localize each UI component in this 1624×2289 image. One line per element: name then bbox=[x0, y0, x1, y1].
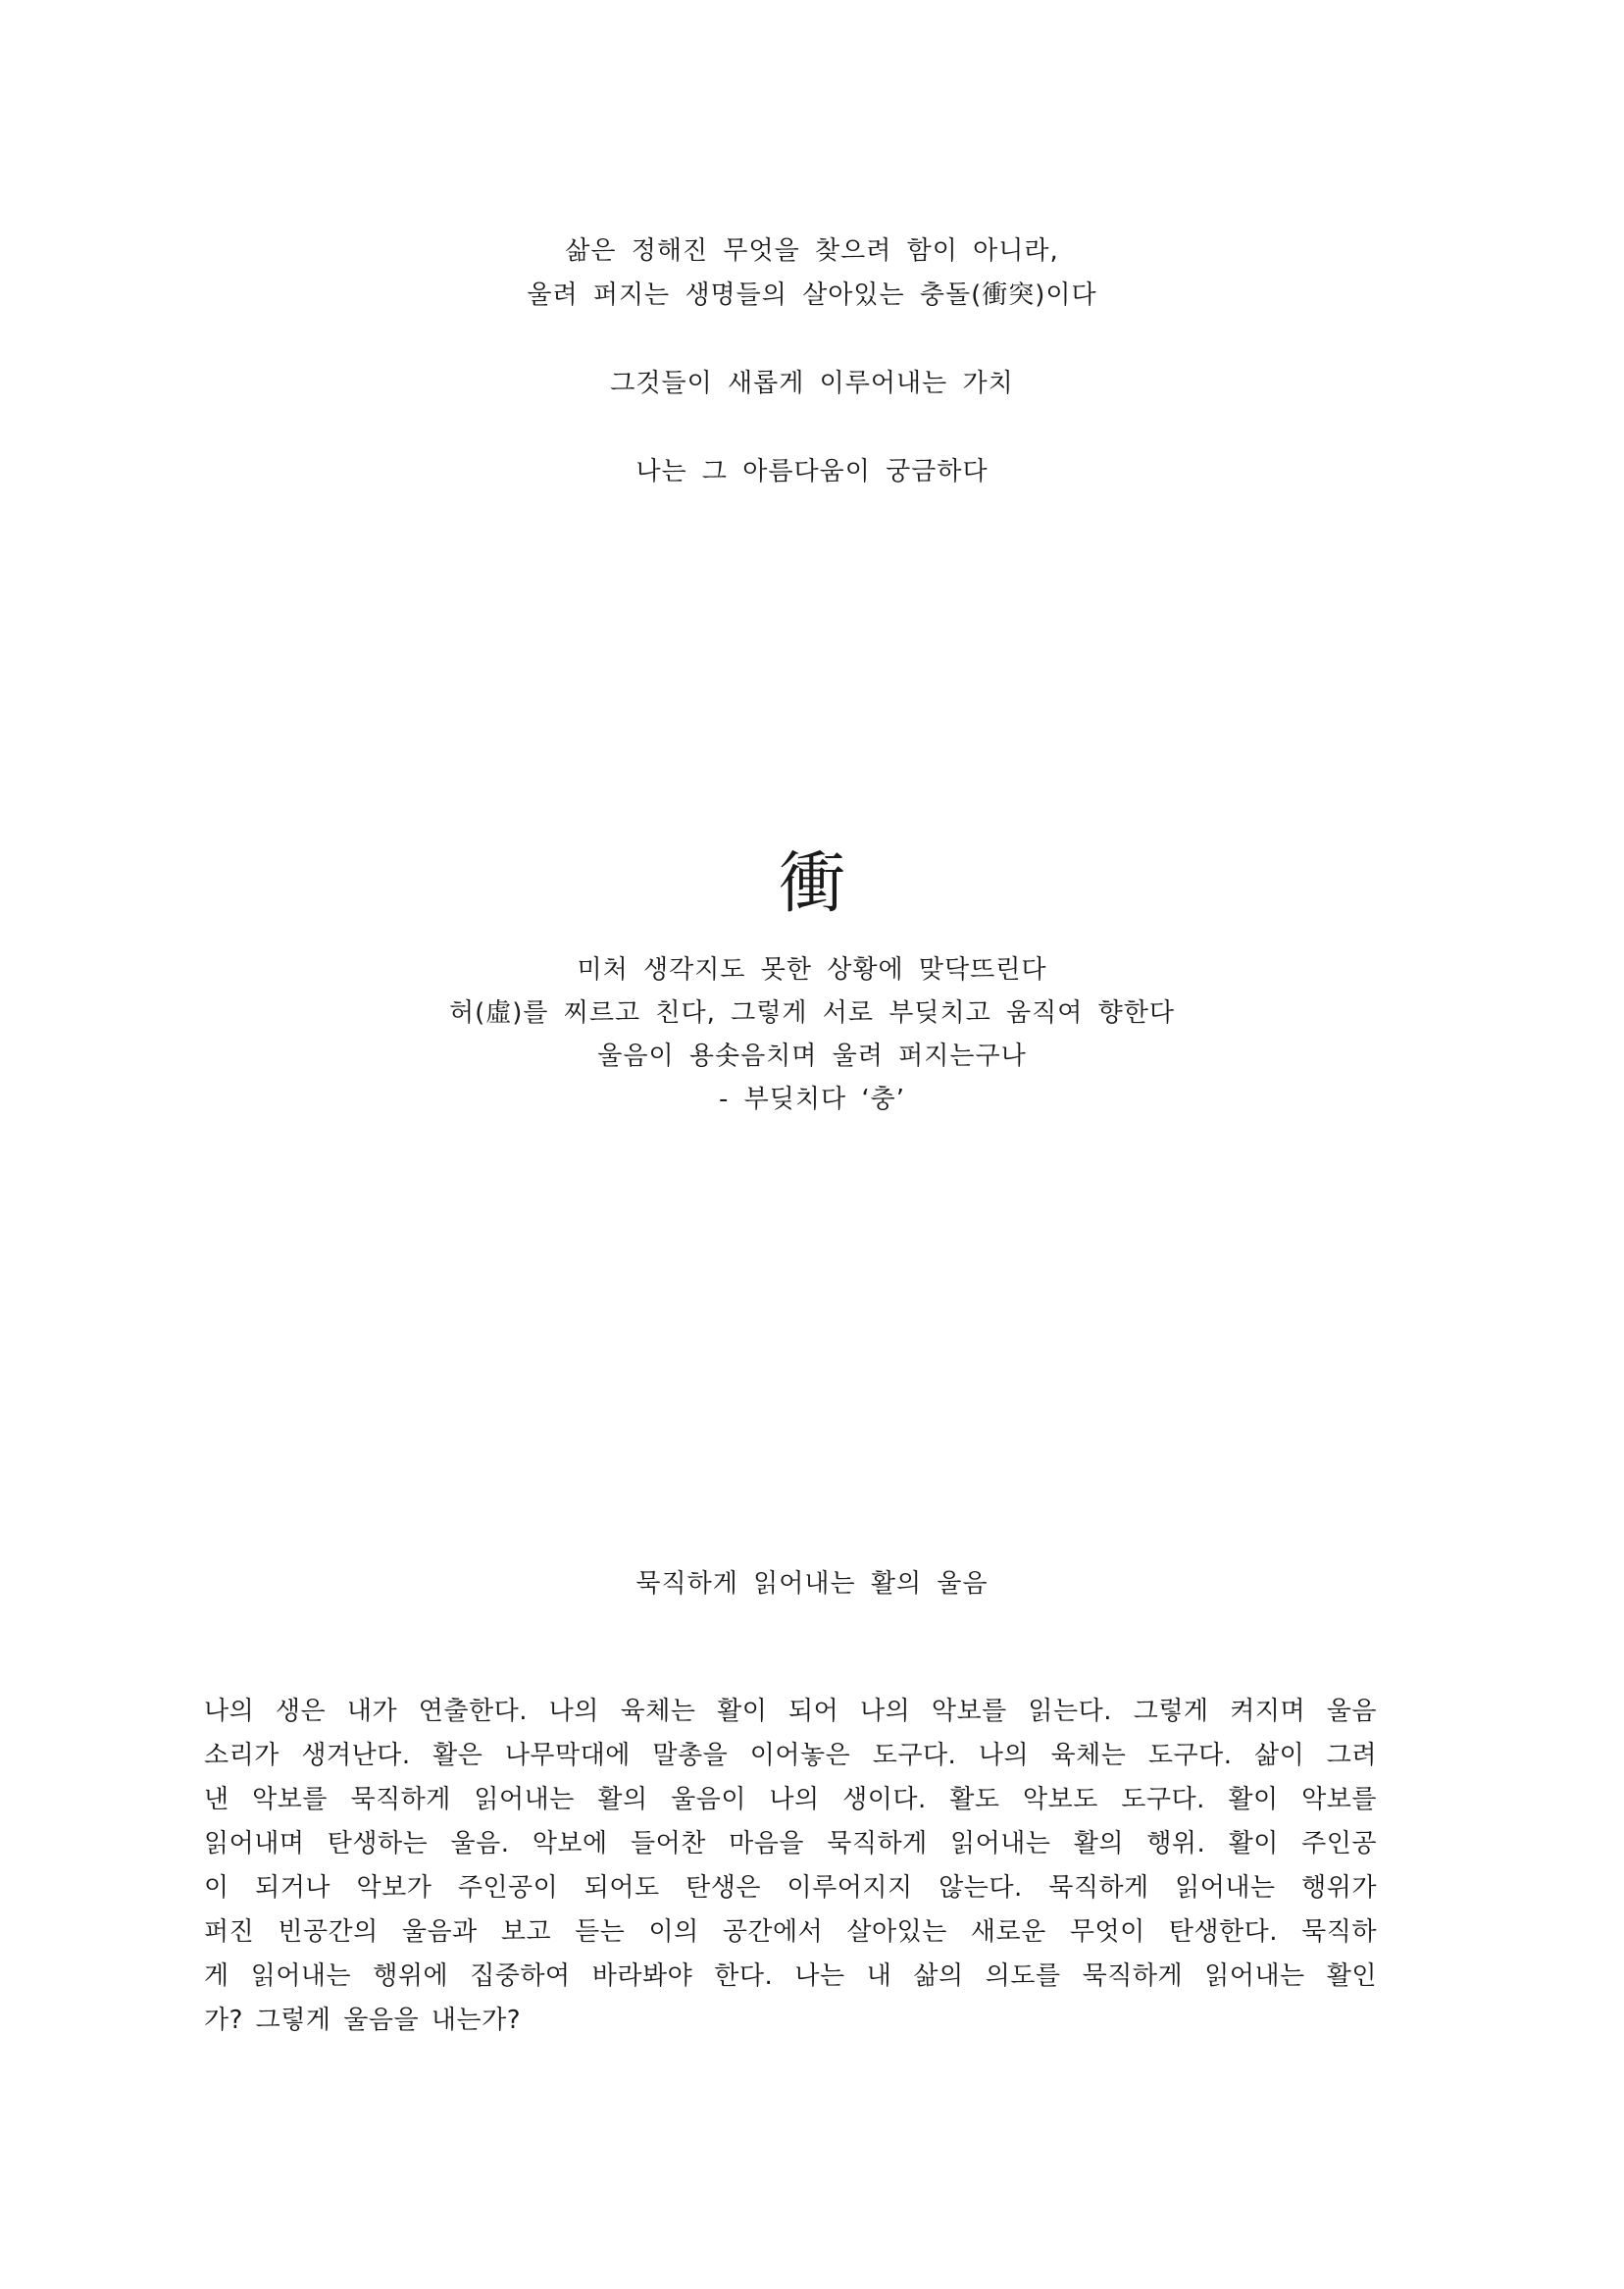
verse-line-1: 미처 생각지도 못한 상황에 맞닥뜨린다 bbox=[577, 955, 1047, 985]
intro-line-3: 그것들이 새롭게 이루어내는 가치 bbox=[610, 369, 1014, 398]
essay-line: 이 되거나 악보가 주인공이 되어도 탄생은 이루어지지 않는다. 묵직하게 읽어내는 행위가 bbox=[204, 1873, 1377, 1903]
essay-line: 퍼진 빈공간의 울음과 보고 듣는 이의 공간에서 살아있는 새로운 무엇이 탄생한다. 묵직하 bbox=[204, 1917, 1377, 1947]
intro-line-2: 울려 퍼지는 생명들의 살아있는 충돌(衝突)이다 bbox=[527, 280, 1097, 310]
essay-line: 게 읽어내는 행위에 집중하여 바라봐야 한다. 나는 내 삶의 의도를 묵직하게 읽어내는 활인 bbox=[204, 1961, 1377, 1991]
verse-line-2: 허(虛)를 찌르고 친다, 그렇게 서로 부딪치고 움직여 향한다 bbox=[449, 998, 1175, 1028]
verse-line-4: - 부딪치다 ‘충’ bbox=[718, 1085, 906, 1114]
intro-line-4: 나는 그 아름다움이 궁금하다 bbox=[635, 457, 989, 486]
essay-paragraph bbox=[204, 1690, 1377, 2043]
essay-line: 가? 그렇게 울음을 내는가? bbox=[204, 2006, 522, 2035]
verse-line-3: 울음이 용솟음치며 울려 퍼지는구나 bbox=[597, 1042, 1027, 1071]
essay-title: 묵직하게 읽어내는 활의 울음 bbox=[635, 1569, 989, 1599]
intro-line-1: 삶은 정해진 무엇을 찾으려 함이 아니라, bbox=[565, 236, 1059, 266]
essay-line: 나의 생은 내가 연출한다. 나의 육체는 활이 되어 나의 악보를 읽는다. 그렇게 켜지며 울음 bbox=[204, 1697, 1377, 1726]
essay-line: 낸 악보를 묵직하게 읽어내는 활의 울음이 나의 생이다. 활도 악보도 도구다. 활이 악보를 bbox=[204, 1785, 1377, 1814]
essay-line: 소리가 생겨난다. 활은 나무막대에 말총을 이어놓은 도구다. 나의 육체는 도구다. 삶이 그려 bbox=[204, 1741, 1377, 1770]
essay-line: 읽어내며 탄생하는 울음. 악보에 들어찬 마음을 묵직하게 읽어내는 활의 행위. 활이 주인공 bbox=[204, 1829, 1377, 1858]
hanja-character: 衝 bbox=[778, 845, 845, 923]
